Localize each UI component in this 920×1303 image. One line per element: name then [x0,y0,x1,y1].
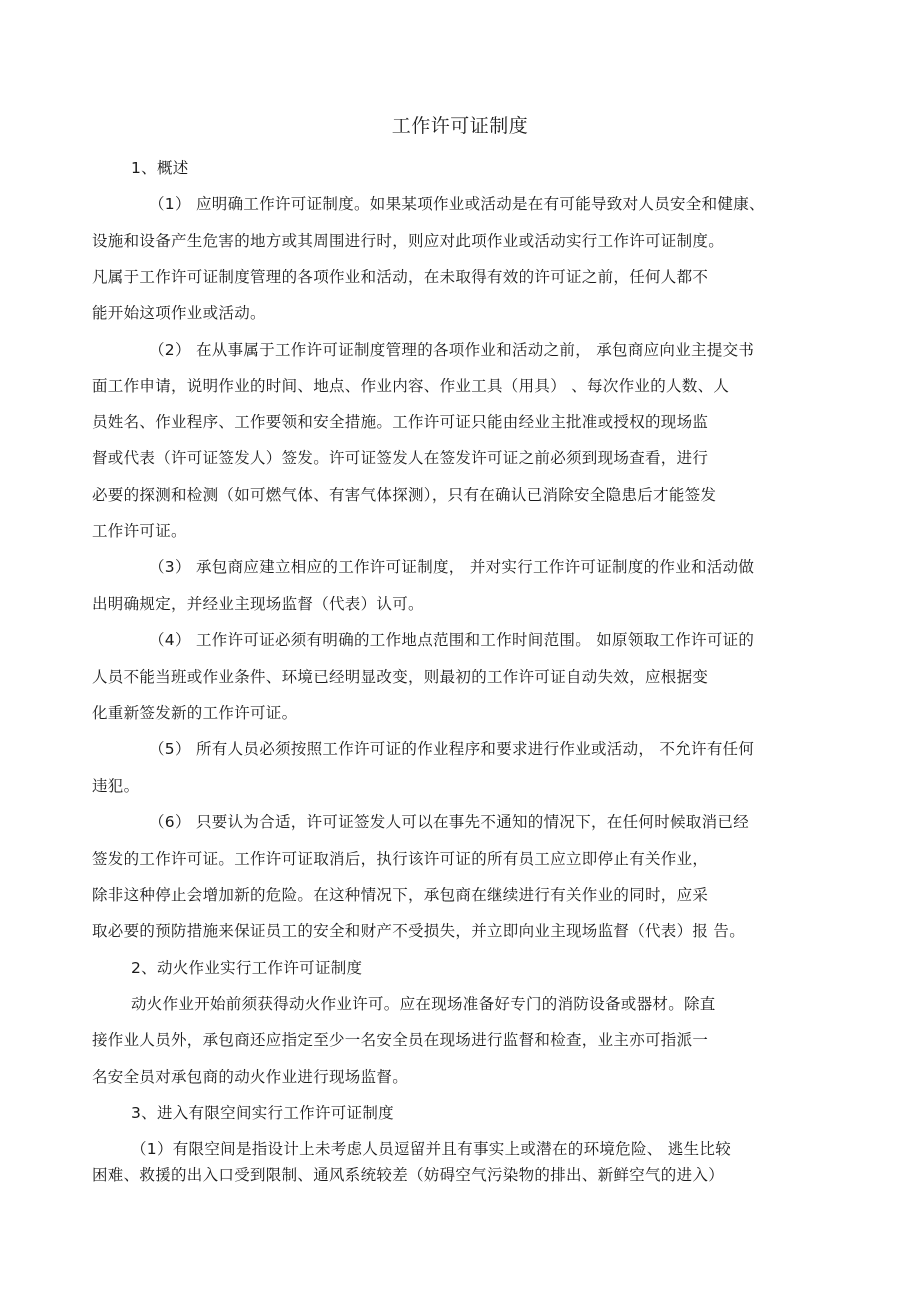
paragraph-line: 违犯。 [92,777,140,795]
paragraph-line: 督或代表（许可证签发人）签发。许可证签发人在签发许可证之前必须到现场查看，进行 [92,449,709,467]
paragraph-line: 动火作业开始前须获得动火作业许可。应在现场准备好专门的消防设备或器材。除直 [131,995,716,1013]
paragraph-line: 困难、救援的出入口受到限制、通风系统较差（妨碍空气污染物的排出、新鲜空气的进入） [92,1166,725,1184]
paragraph-line: 设施和设备产生危害的地方或其周围进行时，则应对此项作业或活动实行工作许可证制度。 [92,232,725,250]
paragraph-line: 化重新签发新的工作许可证。 [92,704,298,722]
paragraph-line: 除非这种停止会增加新的危险。在这种情况下，承包商在继续进行有关作业的同时，应采 [92,886,709,904]
section-heading-hot-work: 2、动火作业实行工作许可证制度 [131,959,363,977]
section-heading-confined-space: 3、进入有限空间实行工作许可证制度 [131,1104,394,1122]
paragraph-line: 能开始这项作业或活动。 [92,304,266,322]
paragraph-line: （5） 所有人员必须按照工作许可证的作业程序和要求进行作业或活动， 不允许有任何 [149,740,755,758]
paragraph-line: 接作业人员外，承包商还应指定至少一名安全员在现场进行监督和检查，业主亦可指派一 [92,1031,709,1049]
paragraph-line: 人员不能当班或作业条件、环境已经明显改变，则最初的工作许可证自动失效，应根据变 [92,668,709,686]
paragraph-line: 出明确规定，并经业主现场监督（代表）认可。 [92,595,424,613]
paragraph-line: 必要的探测和检测（如可燃气体、有害气体探测），只有在确认已消除安全隐患后才能签发 [92,486,717,504]
paragraph-line: 面工作申请，说明作业的时间、地点、作业内容、作业工具（用具） 、每次作业的人数、人 [92,377,730,395]
paragraph-line: 取必要的预防措施来保证员工的安全和财产不受损失，并立即向业主现场监督（代表）报 告。 [92,922,746,940]
paragraph-line: （4） 工作许可证必须有明确的工作地点范围和工作时间范围。 如原领取工作许可证的 [149,631,755,649]
section-heading-overview: 1、概述 [131,159,189,177]
paragraph-line: 工作许可证。 [92,522,187,540]
paragraph-line: （1）有限空间是指设计上未考虑人员逗留并且有事实上或潜在的环境危险、 逃生比较 [131,1140,731,1158]
paragraph-line: （6） 只要认为合适，许可证签发人可以在事先不通知的情况下，在任何时候取消已经 [149,813,749,831]
paragraph-line: 员姓名、作业程序、工作要领和安全措施。工作许可证只能由经业主批准或授权的现场监 [92,413,709,431]
paragraph-line: 名安全员对承包商的动火作业进行现场监督。 [92,1068,409,1086]
paragraph-line: （1） 应明确工作许可证制度。如果某项作业或活动是在有可能导致对人员安全和健康、 [149,195,765,213]
paragraph-line: 凡属于工作许可证制度管理的各项作业和活动，在未取得有效的许可证之前，任何人都不 [92,268,709,286]
paragraph-line: （3） 承包商应建立相应的工作许可证制度， 并对实行工作许可证制度的作业和活动做 [149,558,755,576]
paragraph-line: 签发的工作许可证。工作许可证取消后，执行该许可证的所有员工应立即停止有关作业， [92,850,709,868]
paragraph-line: （2） 在从事属于工作许可证制度管理的各项作业和活动之前， 承包商应向业主提交书 [149,341,755,359]
document-title: 工作许可证制度 [391,115,529,137]
